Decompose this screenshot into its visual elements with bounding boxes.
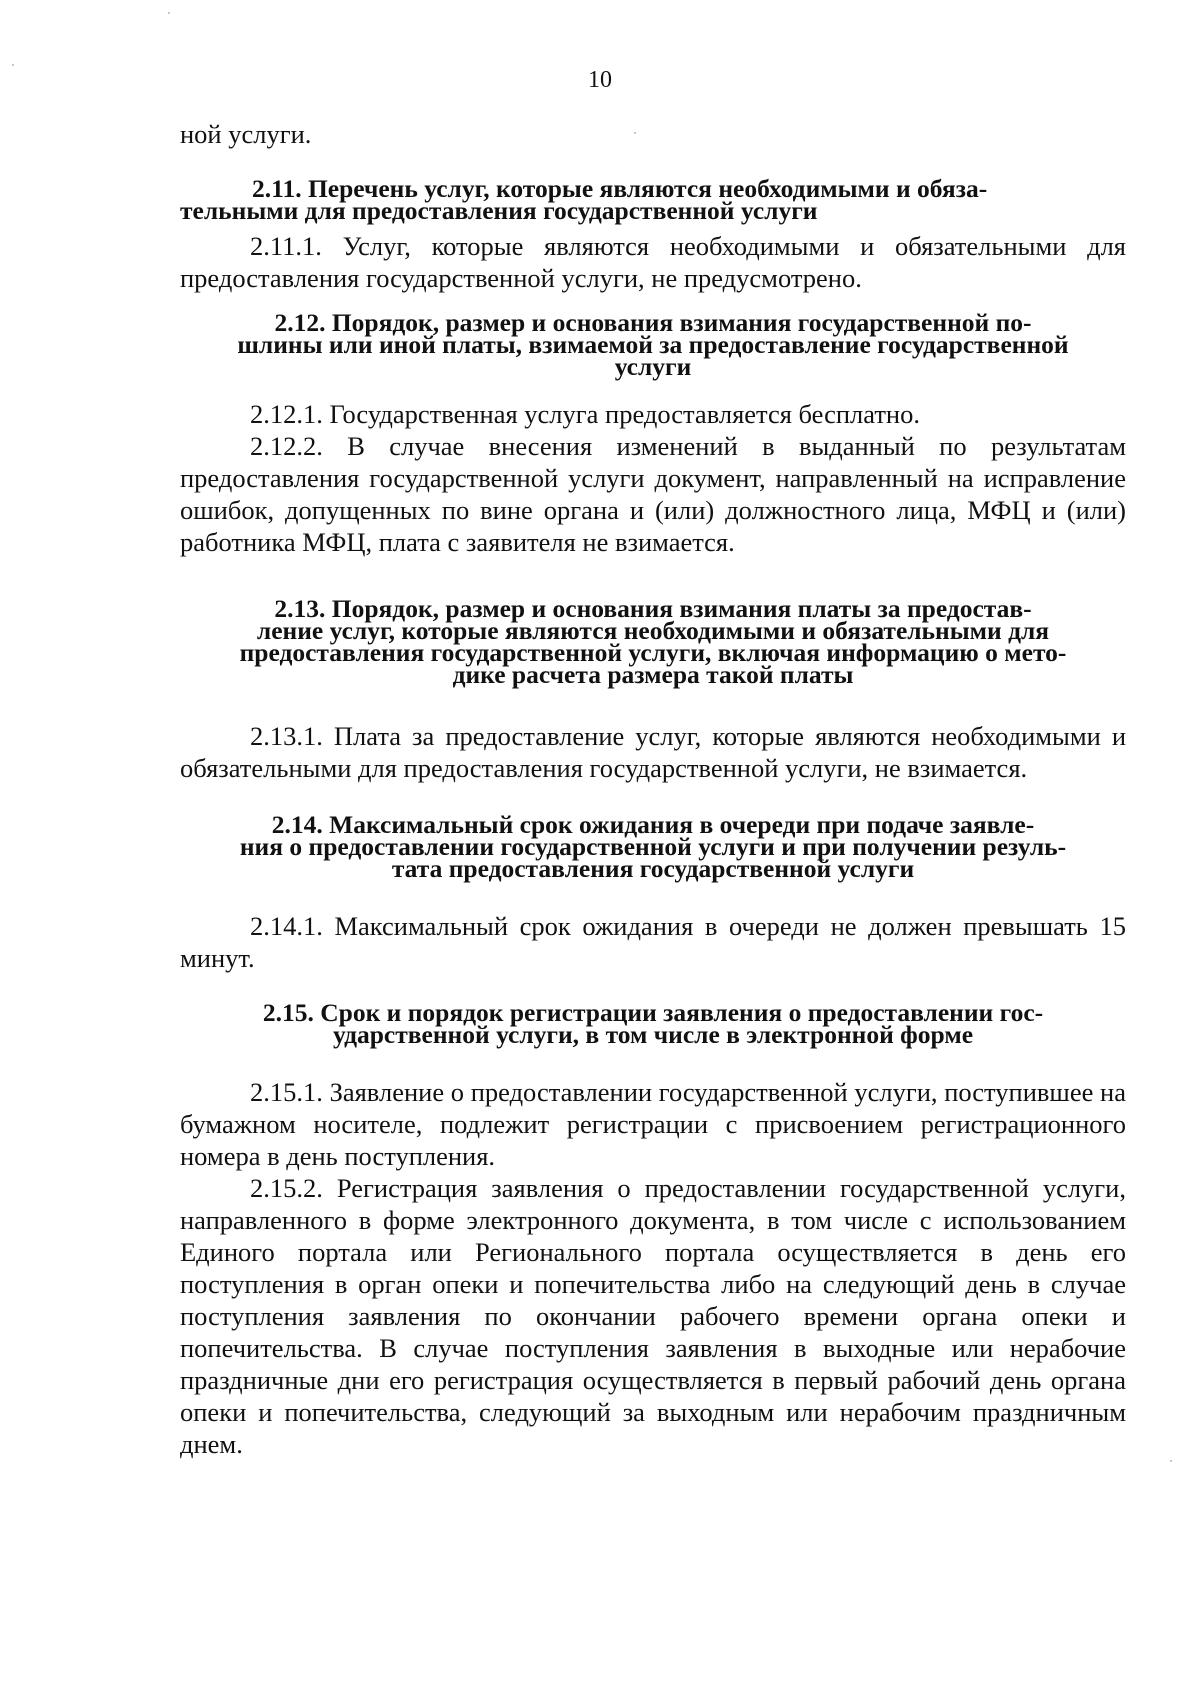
heading-line: 2.15. Срок и порядок регистрации заявления о предоставлении гос- [262,998,1044,1027]
heading-line: тельными для предоставления государственной услуги [180,196,818,225]
heading-line: дике расчета размера такой платы [452,660,854,689]
page-number: 10 [588,67,612,93]
heading-line: ление услуг, которые являются необходимыми и обязательными для [256,616,1050,645]
heading-line: предоставления государственной услуги, включая информацию о мето- [239,638,1067,667]
scan-speck [168,12,170,14]
continued-text: ной услуги. [180,119,312,149]
heading-line: 2.13. Порядок, размер и основания взимания платы за предостав- [274,594,1032,623]
paragraph-2-12-2: 2.12.2. В случае внесения изменений в выданный по результатам предоставления государственной услуги документ, направленный на исправление ошибок, допущенных по вине органа и (или) должностного лица, МФЦ и (или) работника МФЦ, плата с заявителя не взимается. [180,431,1126,557]
paragraph-2-15-1: 2.15.1. Заявление о предоставлении государственной услуги, поступившее на бумажном носителе, подлежит регистрации с присвоением регистрационного номера в день поступления. [180,1077,1126,1171]
paragraph-2-13-1: 2.13.1. Плата за предоставление услуг, которые являются необходимыми и обязательными для предоставления государственной услуги, не взимается. [180,721,1126,783]
section-heading-2-13 [180,594,1126,689]
paragraph-2-11-1: 2.11.1. Услуг, которые являются необходимыми и обязательными для предоставления государственной услуги, не предусмотрено. [180,231,1126,293]
heading-line: 2.12. Порядок, размер и основания взимания государственной по- [274,308,1032,337]
section-heading-2-14 [180,810,1126,883]
paragraph-2-12-1: 2.12.1. Государственная услуга предоставляется бесплатно. [250,399,920,429]
section-heading-2-12 [180,308,1126,381]
section-heading-2-15 [180,998,1126,1049]
heading-line: тата предоставления государственной услуги [391,854,915,883]
heading-line: ударственной услуги, в том числе в электронной форме [332,1020,974,1049]
document-body [180,118,1126,1460]
heading-line: услуги [614,352,692,381]
heading-line: шлины или иной платы, взимаемой за предоставление государственной [237,330,1069,359]
heading-line: 2.11. Перечень услуг, которые являются необходимыми и обяза- [252,174,988,203]
scan-speck [1170,1460,1172,1462]
heading-line: ния о предоставлении государственной услуги и при получении резуль- [239,832,1067,861]
paragraph-2-14-1: 2.14.1. Максимальный срок ожидания в очереди не должен превышать 15 минут. [180,911,1126,973]
paragraph-2-15-2: 2.15.2. Регистрация заявления о предоставлении государственной услуги, направленного в форме электронного документа, в том числе с использованием Единого портала или Регионального портала осуществляется в день его поступления в орган опеки и попечительства либо на следующий день в случае поступления заявления по окончании рабочего времени органа опеки и попечительства. В случае поступления заявления в выходные или нерабочие праздничные дни его регистрация осуществляется в первый рабочий день органа опеки и попечительства, следующий за выходным или нерабочим праздничным днем. [180,1173,1126,1459]
heading-line: 2.14. Максимальный срок ожидания в очереди при подаче заявле- [271,810,1035,839]
section-heading-2-11 [180,174,1126,225]
